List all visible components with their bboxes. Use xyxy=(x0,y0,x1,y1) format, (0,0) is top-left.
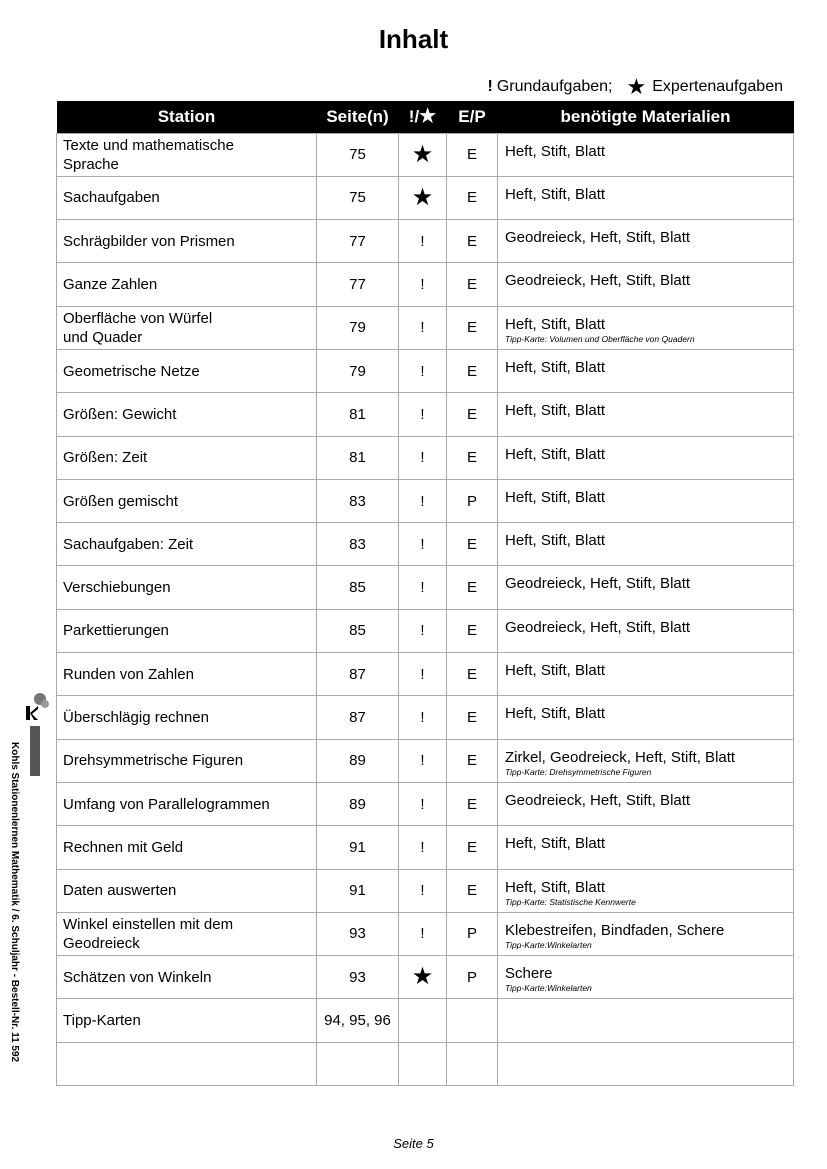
task-type-cell: ! xyxy=(399,263,447,306)
tipp-karte-hint: Tipp-Karte:Winkelarten xyxy=(505,939,592,950)
table-row xyxy=(57,306,794,349)
table-row xyxy=(57,739,794,782)
header-seiten: Seite(n) xyxy=(317,101,399,133)
station-cell: Rechnen mit Geld xyxy=(57,826,317,869)
materials-cell xyxy=(498,869,794,912)
table-row xyxy=(57,133,794,176)
station-cell: Runden von Zahlen xyxy=(57,653,317,696)
ep-cell: P xyxy=(447,956,498,999)
page-cell: 85 xyxy=(317,566,399,609)
table-row xyxy=(57,1042,794,1085)
ep-cell: E xyxy=(447,349,498,392)
page-number: Seite 5 xyxy=(393,1136,434,1151)
task-type-cell: ! xyxy=(399,523,447,566)
table-row xyxy=(57,523,794,566)
header-type xyxy=(399,101,447,133)
station-cell: Größen: Gewicht xyxy=(57,393,317,436)
station-cell: Geometrische Netze xyxy=(57,349,317,392)
page-cell: 91 xyxy=(317,826,399,869)
page-cell: 77 xyxy=(317,263,399,306)
task-type-cell: ! xyxy=(399,739,447,782)
materials-text: Heft, Stift, Blatt xyxy=(505,878,606,896)
materials-cell xyxy=(498,220,794,263)
materials-cell xyxy=(498,696,794,739)
materials-text: Heft, Stift, Blatt xyxy=(505,662,606,680)
task-type-cell: ! xyxy=(399,869,447,912)
materials-text: Klebestreifen, Bindfaden, Schere xyxy=(505,921,725,939)
materials-text: Heft, Stift, Blatt xyxy=(505,488,606,506)
page-cell: 89 xyxy=(317,782,399,825)
task-type-cell: ! xyxy=(399,782,447,825)
materials-cell xyxy=(498,306,794,349)
page-cell: 83 xyxy=(317,523,399,566)
legend xyxy=(488,76,784,98)
page-cell: 93 xyxy=(317,956,399,999)
task-type-cell: ! xyxy=(399,306,447,349)
page-cell: 75 xyxy=(317,176,399,219)
page-cell: 79 xyxy=(317,349,399,392)
expert-star-icon: ★ xyxy=(399,176,447,219)
materials-cell xyxy=(498,349,794,392)
station-cell: Schrägbilder von Prismen xyxy=(57,220,317,263)
task-type-cell: ! xyxy=(399,826,447,869)
table-row xyxy=(57,696,794,739)
table-row xyxy=(57,436,794,479)
task-type-cell: ! xyxy=(399,436,447,479)
contents-table xyxy=(56,101,794,1086)
station-cell: Größen: Zeit xyxy=(57,436,317,479)
station-cell xyxy=(57,1042,317,1085)
page-cell: 94, 95, 96 xyxy=(317,999,399,1042)
ep-cell: E xyxy=(447,220,498,263)
ep-cell: E xyxy=(447,653,498,696)
materials-text: Heft, Stift, Blatt xyxy=(505,315,606,333)
table-row xyxy=(57,263,794,306)
task-type-cell: ! xyxy=(399,479,447,522)
grundaufgaben-icon: ! xyxy=(487,78,493,95)
task-type-cell: ! xyxy=(399,349,447,392)
task-type-cell: ! xyxy=(399,393,447,436)
kohl-logo-label xyxy=(30,726,40,776)
kohl-logo-icon xyxy=(20,690,52,722)
task-type-cell: ! xyxy=(399,653,447,696)
ep-cell: E xyxy=(447,826,498,869)
station-cell: Oberfläche von Würfel und Quader xyxy=(57,306,317,349)
task-type-cell xyxy=(399,999,447,1042)
materials-cell xyxy=(498,653,794,696)
materials-cell xyxy=(498,826,794,869)
header-ep: E/P xyxy=(447,101,498,133)
task-type-cell: ! xyxy=(399,609,447,652)
ep-cell: E xyxy=(447,739,498,782)
station-cell: Überschlägig rechnen xyxy=(57,696,317,739)
station-cell: Umfang von Parallelogrammen xyxy=(57,782,317,825)
materials-cell xyxy=(498,176,794,219)
task-type-cell: ! xyxy=(399,912,447,955)
table-row xyxy=(57,176,794,219)
page-title: Inhalt xyxy=(378,24,449,54)
task-type-cell xyxy=(399,1042,447,1085)
station-cell: Parkettierungen xyxy=(57,609,317,652)
table-row xyxy=(57,393,794,436)
page-cell: 77 xyxy=(317,220,399,263)
table-header-row xyxy=(57,101,794,133)
materials-cell xyxy=(498,956,794,999)
tipp-karte-hint: Tipp-Karte: Statistische Kennwerte xyxy=(505,896,636,907)
materials-cell xyxy=(498,782,794,825)
tipp-karte-hint: Tipp-Karte: Drehsymmetrische Figuren xyxy=(505,766,652,777)
materials-text: Geodreieck, Heft, Stift, Blatt xyxy=(505,229,691,247)
star-icon: ★ xyxy=(626,74,647,99)
table-row xyxy=(57,653,794,696)
sidebar-text: Kohls Stationenlernen Mathematik / 6. Schuljahr - Bestell-Nr. 11 592 xyxy=(9,742,20,1063)
station-cell: Sachaufgaben xyxy=(57,176,317,219)
materials-text: Heft, Stift, Blatt xyxy=(505,358,606,376)
materials-text: Zirkel, Geodreieck, Heft, Stift, Blatt xyxy=(505,748,736,766)
page-cell: 75 xyxy=(317,133,399,176)
station-cell: Größen gemischt xyxy=(57,479,317,522)
table-row xyxy=(57,999,794,1042)
station-cell: Daten auswerten xyxy=(57,869,317,912)
ep-cell: E xyxy=(447,869,498,912)
table-row xyxy=(57,479,794,522)
page-cell: 87 xyxy=(317,696,399,739)
ep-cell: P xyxy=(447,912,498,955)
task-type-cell: ! xyxy=(399,566,447,609)
materials-text: Geodreieck, Heft, Stift, Blatt xyxy=(505,575,691,593)
materials-cell xyxy=(498,912,794,955)
materials-text: Geodreieck, Heft, Stift, Blatt xyxy=(505,618,691,636)
materials-cell xyxy=(498,999,794,1042)
ep-cell: E xyxy=(447,306,498,349)
legend-expert-label: Expertenaufgaben xyxy=(652,78,783,95)
station-cell: Winkel einstellen mit dem Geodreieck xyxy=(57,912,317,955)
page-cell: 79 xyxy=(317,306,399,349)
materials-cell xyxy=(498,1042,794,1085)
tipp-karte-hint: Tipp-Karte:Winkelarten xyxy=(505,983,592,994)
materials-cell xyxy=(498,566,794,609)
ep-cell: E xyxy=(447,523,498,566)
materials-text: Heft, Stift, Blatt xyxy=(505,142,606,160)
station-cell: Schätzen von Winkeln xyxy=(57,956,317,999)
materials-cell xyxy=(498,739,794,782)
materials-cell xyxy=(498,263,794,306)
station-cell: Verschiebungen xyxy=(57,566,317,609)
table-row xyxy=(57,220,794,263)
table-row xyxy=(57,956,794,999)
star-icon: ★ xyxy=(419,106,437,128)
materials-text: Heft, Stift, Blatt xyxy=(505,445,606,463)
materials-cell xyxy=(498,436,794,479)
ep-cell xyxy=(447,1042,498,1085)
tipp-karte-hint: Tipp-Karte: Volumen und Oberfläche von Quadern xyxy=(505,333,695,344)
task-type-cell: ! xyxy=(399,220,447,263)
header-station: Station xyxy=(57,101,317,133)
table-row xyxy=(57,912,794,955)
task-type-cell: ! xyxy=(399,696,447,739)
station-cell: Drehsymmetrische Figuren xyxy=(57,739,317,782)
page-cell: 81 xyxy=(317,393,399,436)
table-row xyxy=(57,566,794,609)
table-row xyxy=(57,826,794,869)
page-cell: 81 xyxy=(317,436,399,479)
table-row xyxy=(57,349,794,392)
ep-cell: E xyxy=(447,609,498,652)
table-row xyxy=(57,782,794,825)
materials-cell xyxy=(498,133,794,176)
ep-cell: E xyxy=(447,696,498,739)
page-cell: 83 xyxy=(317,479,399,522)
ep-cell xyxy=(447,999,498,1042)
page-cell: 87 xyxy=(317,653,399,696)
materials-text: Geodreieck, Heft, Stift, Blatt xyxy=(505,272,691,290)
station-cell: Sachaufgaben: Zeit xyxy=(57,523,317,566)
materials-text: Schere xyxy=(505,965,553,983)
materials-text: Heft, Stift, Blatt xyxy=(505,835,606,853)
materials-cell xyxy=(498,609,794,652)
header-materials: benötigte Materialien xyxy=(498,101,794,133)
materials-text: Heft, Stift, Blatt xyxy=(505,185,606,203)
materials-cell xyxy=(498,479,794,522)
page-cell: 93 xyxy=(317,912,399,955)
station-cell: Tipp-Karten xyxy=(57,999,317,1042)
ep-cell: E xyxy=(447,436,498,479)
ep-cell: E xyxy=(447,176,498,219)
materials-cell xyxy=(498,523,794,566)
expert-star-icon: ★ xyxy=(399,956,447,999)
expert-star-icon: ★ xyxy=(399,133,447,176)
ep-cell: E xyxy=(447,263,498,306)
materials-text: Geodreieck, Heft, Stift, Blatt xyxy=(505,791,691,809)
legend-grund-label: Grundaufgaben; xyxy=(496,78,613,95)
station-cell: Texte und mathematische Sprache xyxy=(57,133,317,176)
materials-text: Heft, Stift, Blatt xyxy=(505,532,606,550)
page-cell: 89 xyxy=(317,739,399,782)
materials-text: Heft, Stift, Blatt xyxy=(505,402,606,420)
page-cell: 91 xyxy=(317,869,399,912)
header-type-label: !/ xyxy=(408,107,420,127)
ep-cell: E xyxy=(447,566,498,609)
ep-cell: E xyxy=(447,782,498,825)
table-row xyxy=(57,869,794,912)
table-row xyxy=(57,609,794,652)
materials-text: Heft, Stift, Blatt xyxy=(505,705,606,723)
ep-cell: E xyxy=(447,133,498,176)
ep-cell: E xyxy=(447,393,498,436)
ep-cell: P xyxy=(447,479,498,522)
station-cell: Ganze Zahlen xyxy=(57,263,317,306)
materials-cell xyxy=(498,393,794,436)
page-cell xyxy=(317,1042,399,1085)
page-cell: 85 xyxy=(317,609,399,652)
